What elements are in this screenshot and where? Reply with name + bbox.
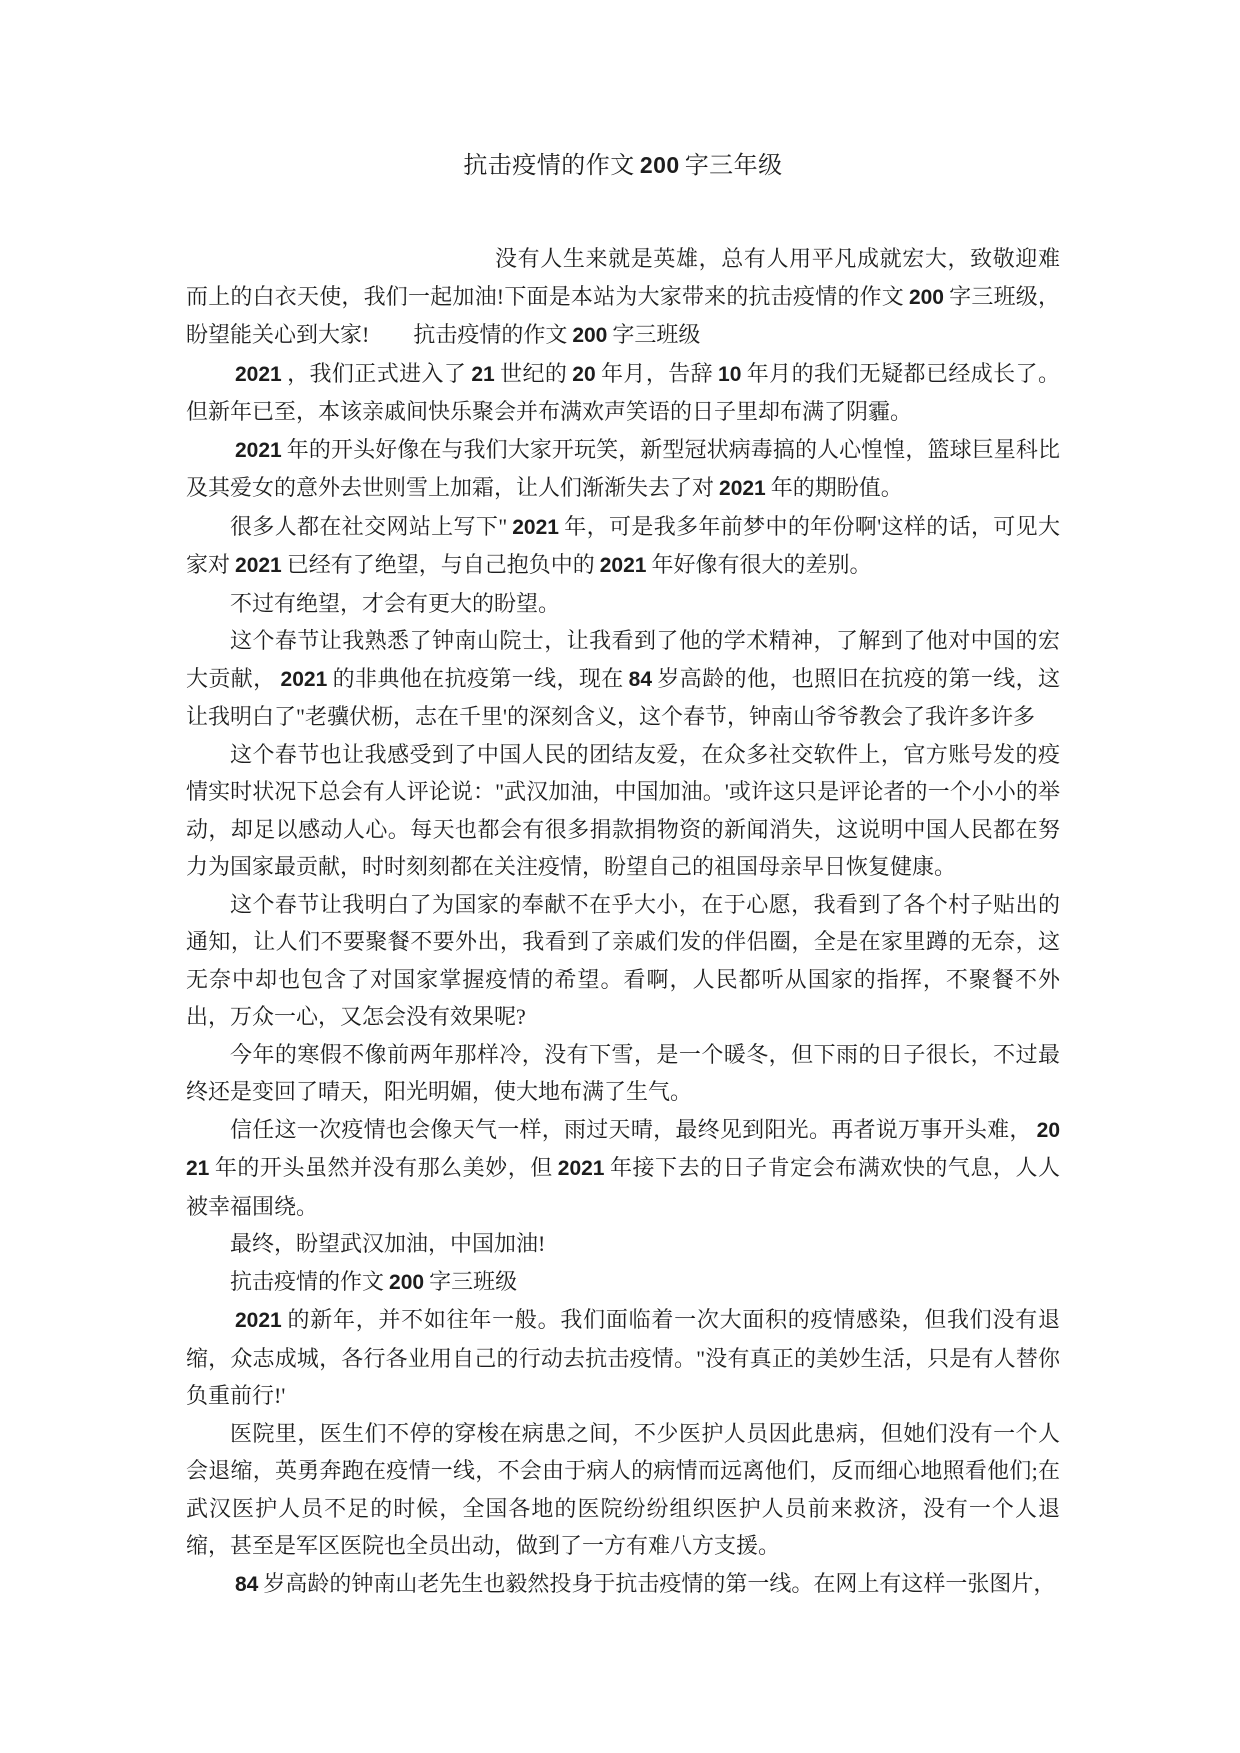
paragraph-essay1-end: 最终，盼望武汉加油，中国加油! [230, 1231, 546, 1256]
paragraph-essay2-1: 2021 的新年，并不如往年一般。我们面临着一次大面积的疫情感染，但我们没有退缩，众志成城，各行各业用自己的行动去抗击疫情。"没有真正的美妙生活，只是有人替你负重前行!' [186, 1307, 1060, 1408]
paragraph-essay1-8: 今年的寒假不像前两年那样冷，没有下雪，是一个暖冬，但下雨的日子很长，不过最终还是变回了晴天，阳光明媚，使大地布满了生气。 [186, 1041, 1060, 1104]
paragraph-essay2-head: 抗击疫情的作文 200 字三班级 [230, 1268, 518, 1294]
paragraph-essay1-2: 2021 年的开头好像在与我们大家开玩笑，新型冠状病毒搞的人心惶惶，篮球巨星科比及其爱女的意外去世则雪上加霜，让人们渐渐失去了对 2021 年的期盼值。 [186, 436, 1060, 500]
paragraph-essay2-2: 医院里，医生们不停的穿梭在病患之间，不少医护人员因此患病，但她们没有一个人会退缩，英勇奔跑在疫情一线，不会由于病人的病情而远离他们，反而细心地照看他们;在武汉医护人员不足的时候，全国各地的医院纷纷组织医护人员前来救济，没有一个人退缩，甚至是军区医院也全员出动，做到了一方有难八方支援。 [186, 1420, 1060, 1558]
paragraph-essay1-9: 信任这一次疫情也会像天气一样，雨过天晴，最终见到阳光。再者说万事开头难， 2021 年的开头虽然并没有那么美妙，但 2021 年接下去的日子肯定会布满欢快的气息，人人被幸福围绕。 [186, 1116, 1060, 1219]
paragraph-essay1-3: 很多人都在社交网站上写下" 2021 年，可是我多年前梦中的年份啊'这样的话，可见大家对 2021 已经有了绝望，与自己抱负中的 2021 年好像有很大的差别。 [186, 513, 1061, 577]
paragraph-intro: 没有人生来就是英雄，总有人用平凡成就宏大，致敬迎难而上的白衣天使，我们一起加油!下面是本站为大家带来的抗击疫情的作文 200 字三班级，盼望能关心到大家! 抗击疫情的作文 200 字三班级 [186, 246, 1060, 347]
document-content [186, 0, 1060, 1603]
paragraph-essay1-7: 这个春节让我明白了为国家的奉献不在乎大小，在于心愿，我看到了各个村子贴出的通知，让人们不要聚餐不要外出，我看到了亲戚们发的伴侣圈，全是在家里蹲的无奈，这无奈中却也包含了对国家掌握疫情的希望。看啊，人民都听从国家的指挥，不聚餐不外出，万众一心，又怎会没有效果呢? [186, 891, 1060, 1029]
title-spacer [186, 186, 1060, 240]
document-title: 抗击疫情的作文 200 字三年级 [463, 152, 783, 179]
paragraph-essay2-3: 84 岁高龄的钟南山老先生也毅然投身于抗击疫情的第一线。在网上有这样一张图片， [235, 1570, 1056, 1596]
paragraph-essay1-1: 2021 ，我们正式进入了 21 世纪的 20 年月，告辞 10 年月的我们无疑都已经成长了。但新年已至，本该亲戚间快乐聚会并布满欢声笑语的日子里却布满了阴霾。 [186, 360, 1060, 424]
paragraph-essay1-6: 这个春节也让我感受到了中国人民的团结友爱，在众多社交软件上，官方账号发的疫情实时状况下总会有人评论说："武汉加油，中国加油。'或许这只是评论者的一个小小的举动，却足以感动人心。每天也都会有很多捐款捐物资的新闻消失，这说明中国人民都在努力为国家最贡献，时时刻刻都在关注疫情，盼望自己的祖国母亲早日恢复健康。 [186, 741, 1060, 879]
paragraph-essay1-4: 不过有绝望，才会有更大的盼望。 [230, 590, 561, 616]
paragraph-essay1-5: 这个春节让我熟悉了钟南山院士，让我看到了他的学术精神，了解到了他对中国的宏大贡献， 2021 的非典他在抗疫第一线，现在 84 岁高龄的他，也照旧在抗疫的第一线，这让我明白了"老骥伏枥，志在千里'的深刻含义，这个春节，钟南山爷爷教会了我许多许多 [186, 628, 1060, 729]
